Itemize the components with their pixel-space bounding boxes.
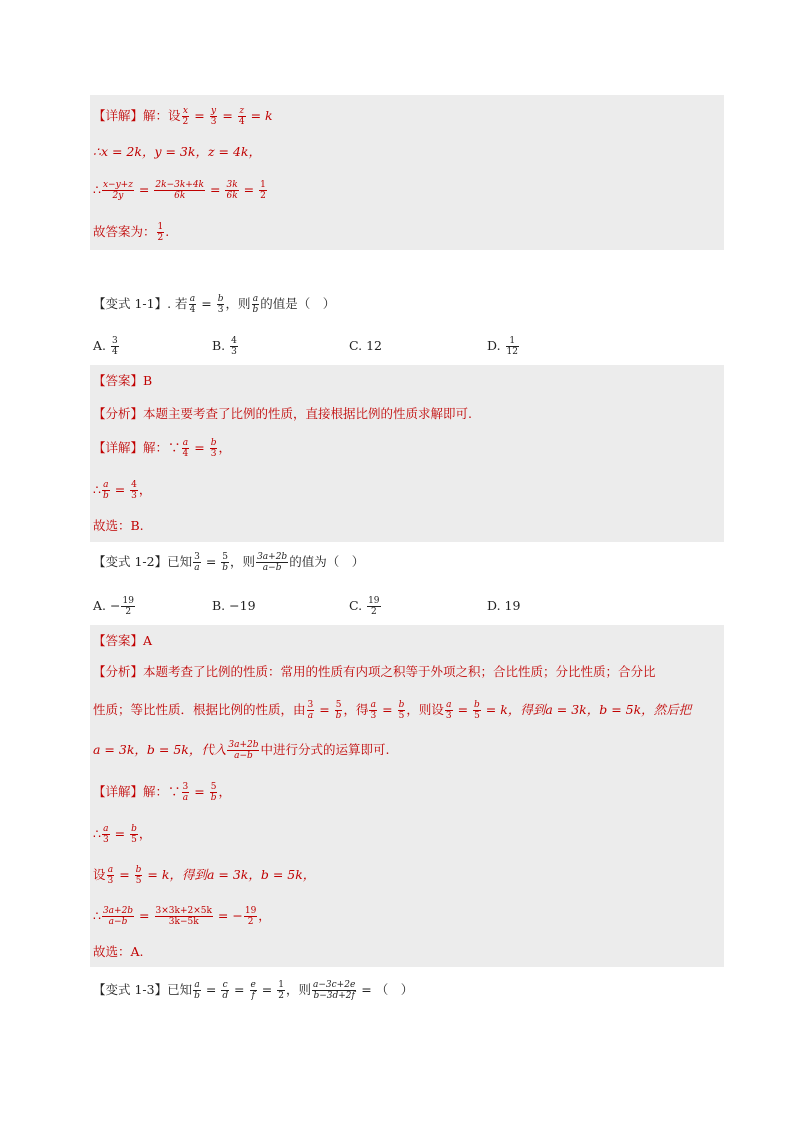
option-1-1-a[interactable]: A. $\frac{3}{4}$: [93, 336, 118, 357]
analysis-1-2-line-2: 性质；等比性质．根据比例的性质，由 $\frac{3}{a}$ = $\frac{5}{b}$ ，得 $\frac{a}{3}$ = $\frac{b}{5}$ ，则设 $\frac{a}{3}$ = $\frac{b}{5}$ = k，得到a = 3k，b = 5k，然后把: [93, 700, 692, 721]
conclusion-1-2: 故选：A.: [93, 944, 144, 959]
detail-1-2-line-3: 设 $\frac{a}{3}$ = $\frac{b}{5}$ = k，得到a = 3k，b = 5k，: [93, 865, 316, 886]
detail-1-1-line-1: 【详解】解：∵ $\frac{a}{4}$ = $\frac{b}{3}$ ，: [93, 438, 231, 459]
option-1-1-c[interactable]: C. 12: [349, 338, 382, 353]
option-1-2-b[interactable]: B. −19: [212, 598, 256, 613]
option-1-2-c[interactable]: C. $\frac{19}{2}$: [349, 596, 380, 617]
answer-1-1: 【答案】B: [93, 373, 153, 388]
fraction-xyz-2y: $\frac{x-y+z}{2y}$: [102, 180, 133, 201]
fraction-z-4: $\frac{z}{4}$: [238, 106, 245, 127]
fraction-x-2: $\frac{x}{2}$: [182, 106, 189, 127]
detail-1-2-line-2: ∴ $\frac{a}{3}$ = $\frac{b}{5}$ ，: [93, 824, 152, 845]
detail-1-2-line-4: ∴ $\frac{3a+2b}{a-b}$ = $\frac{3\times 3k+2\times 5k}{3k-5k}$ = − $\frac{19}{2}$ ，: [93, 906, 271, 927]
question-1-2: 【变式 1-2】已知 $\frac{3}{a}$ = $\frac{5}{b}$ ，则 $\frac{3a+2b}{a-b}$ 的值为（ ）: [93, 552, 365, 573]
question-1-3: 【变式 1-3】已知 $\frac{a}{b}$ = $\frac{c}{d}$ = $\frac{e}{f}$ = $\frac{1}{2}$ ，则 $\frac{a-3c+2e}{b-3d+2f}$ = （ ）: [93, 980, 414, 1001]
fraction-3k-6k: $\frac{3k}{6k}$: [226, 180, 238, 201]
detail-line-2: ∴x = 2k，y = 3k，z = 4k，: [93, 144, 261, 159]
question-1-1: 【变式 1-1】. 若 $\frac{a}{4}$ = $\frac{b}{3}$ ，则 $\frac{a}{b}$ 的值是（ ）: [93, 294, 336, 315]
analysis-1-2-line-3: a = 3k，b = 5k，代入 $\frac{3a+2b}{a-b}$ 中进行分式的运算即可.: [93, 740, 390, 761]
fraction-1-2: $\frac{1}{2}$: [260, 180, 266, 201]
option-1-1-b[interactable]: B. $\frac{4}{3}$: [212, 336, 237, 357]
detail-1-2-line-1: 【详解】解：∵ $\frac{3}{a}$ = $\frac{5}{b}$ ，: [93, 782, 231, 803]
fraction-a-b: $\frac{a}{b}$: [252, 294, 259, 315]
fraction-a-4: $\frac{a}{4}$: [189, 294, 196, 315]
option-1-2-a[interactable]: A. − $\frac{19}{2}$: [93, 596, 134, 617]
answer-1-2: 【答案】A: [93, 633, 153, 648]
analysis-1-1: 【分析】本题主要考查了比例的性质，直接根据比例的性质求解即可.: [93, 406, 472, 421]
option-1-1-d[interactable]: D. $\frac{1}{12}$: [487, 336, 518, 357]
conclusion-1-1: 故选：B.: [93, 518, 144, 533]
option-1-2-d[interactable]: D. 19: [487, 598, 521, 613]
answer-line-1: 故答案为： $\frac{1}{2}$ .: [93, 222, 170, 243]
fraction-long: $\frac{2k-3k+4k}{6k}$: [155, 180, 205, 201]
analysis-1-2-line-1: 【分析】本题考查了比例的性质：常用的性质有内项之积等于外项之积；合比性质；分比性质；合分比: [93, 664, 656, 679]
fraction-y-3: $\frac{y}{3}$: [210, 106, 217, 127]
fraction-1-2-answer: $\frac{1}{2}$: [157, 222, 164, 243]
detail-line-1: 【详解】解：设 $\frac{x}{2}$ = $\frac{y}{3}$ = $\frac{z}{4}$ = k: [93, 106, 273, 127]
fraction-b-3: $\frac{b}{3}$: [217, 294, 224, 315]
detail-line-3: ∴ $\frac{x-y+z}{2y}$ = $\frac{2k-3k+4k}{6k}$ = $\frac{3k}{6k}$ = $\frac{1}{2}$: [93, 180, 266, 201]
detail-1-1-line-2: ∴ $\frac{a}{b}$ = $\frac{4}{3}$ ，: [93, 480, 152, 501]
